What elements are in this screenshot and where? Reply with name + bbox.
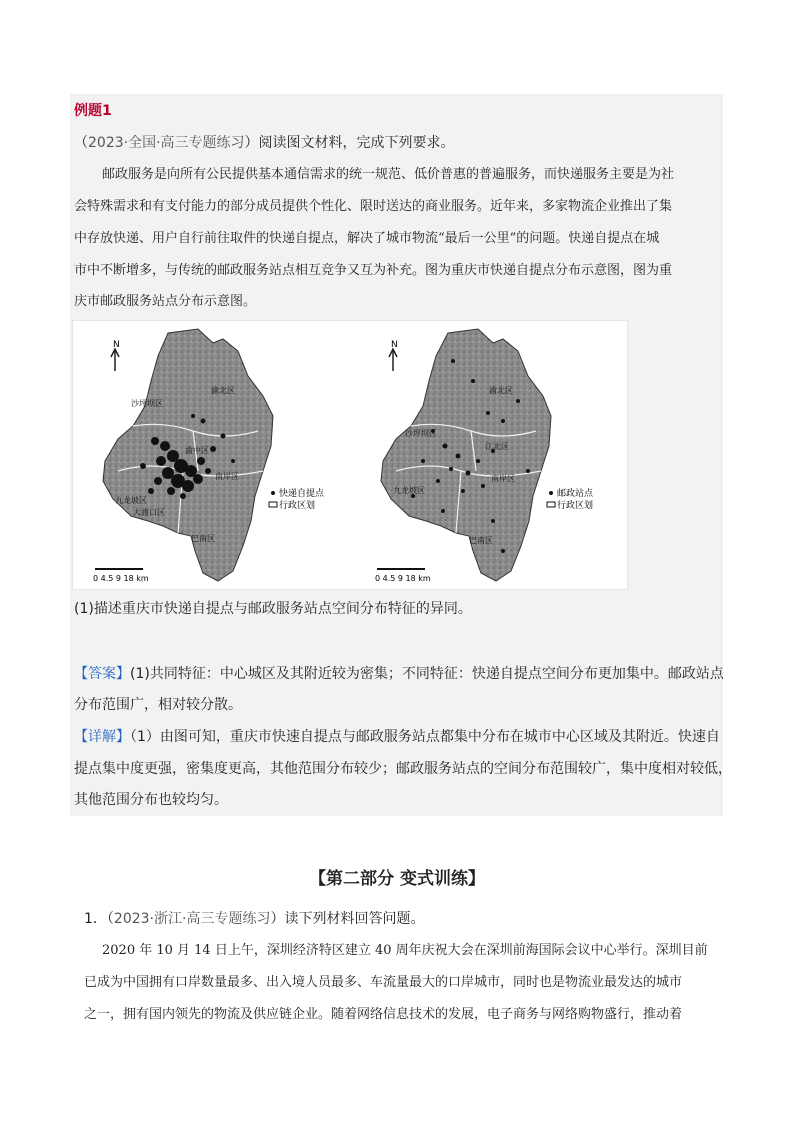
left-north-label: N xyxy=(113,340,120,350)
right-legend-admin: 行政区划 xyxy=(557,501,594,511)
left-district-yuzhong: 渝中区 xyxy=(185,446,209,455)
detail-tag: 【详解】 xyxy=(74,729,130,745)
q1-header xyxy=(84,909,424,929)
answer-text-1: (1)共同特征：中心城区及其附近较为密集；不同特征：快递自提点空间分布更加集中。邮政站点 xyxy=(130,666,724,682)
para-line-3: 中存放快递、用户自行前往取件的快递自提点，解决了城市物流“最后一公里”的问题。快递自提点在城 xyxy=(74,231,660,246)
source-instruction: ）阅读图文材料，完成下列要求。 xyxy=(244,135,455,151)
left-north-arrow-icon xyxy=(111,349,119,371)
example-source-line xyxy=(74,133,455,153)
right-map xyxy=(375,329,594,583)
answer-line-1 xyxy=(74,664,724,684)
para-line-2: 会特殊需求和有支付能力的部分成员提供个性化、限时送达的商业服务。近年来，多家物流企业推出了集 xyxy=(74,199,673,214)
left-map xyxy=(93,329,325,583)
left-district-dadukou: 大渡口区 xyxy=(133,508,165,517)
right-district-yubei: 渝北区 xyxy=(489,386,513,395)
right-district-jiangbei: 江北区 xyxy=(485,442,509,451)
right-legend-dot-icon xyxy=(549,491,553,495)
right-scale-label: 0 4.5 9 18 km xyxy=(375,574,431,583)
left-legend-dot-icon xyxy=(271,491,275,495)
right-city-outline xyxy=(381,329,551,581)
left-district-shapingba: 沙坪坝区 xyxy=(131,399,163,408)
para-line-4: 市中不断增多，与传统的邮政服务站点相互竞争又互为补充。图为重庆市快递自提点分布示意图，图为重 xyxy=(74,263,673,278)
right-district-shapingba: 沙坪坝区 xyxy=(405,429,437,438)
q1-line-2: 已成为中国拥有口岸数量最多、出入境人员最多、车流量最大的口岸城市，同时也是物流业最发达的城市 xyxy=(84,975,683,990)
answer-tag: 【答案】 xyxy=(74,666,130,682)
right-north-label: N xyxy=(391,340,398,350)
right-district-nanan: 南岸区 xyxy=(491,474,515,483)
left-city-outline xyxy=(103,329,273,581)
left-district-nanan: 南岸区 xyxy=(215,472,239,481)
left-district-yubei: 渝北区 xyxy=(211,386,235,395)
detail-line-3: 其他范围分布也较均匀。 xyxy=(74,792,228,808)
q1-number: 1． xyxy=(84,911,107,927)
right-legend-post: 邮政站点 xyxy=(557,489,594,499)
detail-line-2: 提点集中度更强，密集度更高，其他范围分布较少；邮政服务站点的空间分布范围较广，集中度相对较低， xyxy=(74,761,732,777)
para-line-1: 邮政服务是向所有公民提供基本通信需求的统一规范、低价普惠的普遍服务，而快递服务主要是为社 xyxy=(102,167,675,182)
right-legend-box-icon xyxy=(547,502,555,507)
source-open-paren: （ xyxy=(74,135,88,151)
q1-instruction: ）读下列材料回答问题。 xyxy=(270,911,425,927)
part2-title: 【第二部分 变式训练】 xyxy=(309,869,485,889)
left-district-banan: 巴南区 xyxy=(191,534,215,543)
left-legend-admin: 行政区划 xyxy=(279,501,316,511)
q1-line-3: 之一，拥有国内领先的物流及供应链企业。随着网络信息技术的发展，电子商务与网络购物盛行，推动着 xyxy=(84,1007,683,1022)
maps-svg xyxy=(73,321,627,589)
q1-open-paren: （ xyxy=(106,911,114,927)
left-legend-pickup: 快递自提点 xyxy=(279,489,325,499)
para-line-5: 庆市邮政服务站点分布示意图。 xyxy=(74,294,257,309)
left-legend-box-icon xyxy=(269,502,277,507)
example-title: 例题1 xyxy=(74,103,112,119)
q1-line-1: 2020 年 10 月 14 日上午，深圳经济特区建立 40 周年庆祝大会在深圳前海国际会议中心举行。深圳目前 xyxy=(102,943,708,958)
right-district-banan: 巴南区 xyxy=(469,536,493,545)
detail-line-1 xyxy=(74,727,720,747)
detail-text-1: （1）由图可知，重庆市快速自提点与邮政服务站点都集中分布在城市中心区域及其附近。快速自 xyxy=(130,729,720,745)
example-source[interactable]: 2023·全国·高三专题练习 xyxy=(88,135,245,151)
left-scale-label: 0 4.5 9 18 km xyxy=(93,574,149,583)
right-district-jiulongpo: 九龙坡区 xyxy=(393,486,425,495)
q1-source[interactable]: 2023·浙江·高三专题练习 xyxy=(113,911,271,927)
answer-line-2: 分布范围广，相对较分散。 xyxy=(74,697,242,713)
maps-figure xyxy=(72,320,628,590)
question-1: (1)描述重庆市快递自提点与邮政服务站点空间分布特征的异同。 xyxy=(74,601,472,617)
right-north-arrow-icon xyxy=(389,349,397,371)
left-district-jiulongpo: 九龙坡区 xyxy=(115,496,147,505)
